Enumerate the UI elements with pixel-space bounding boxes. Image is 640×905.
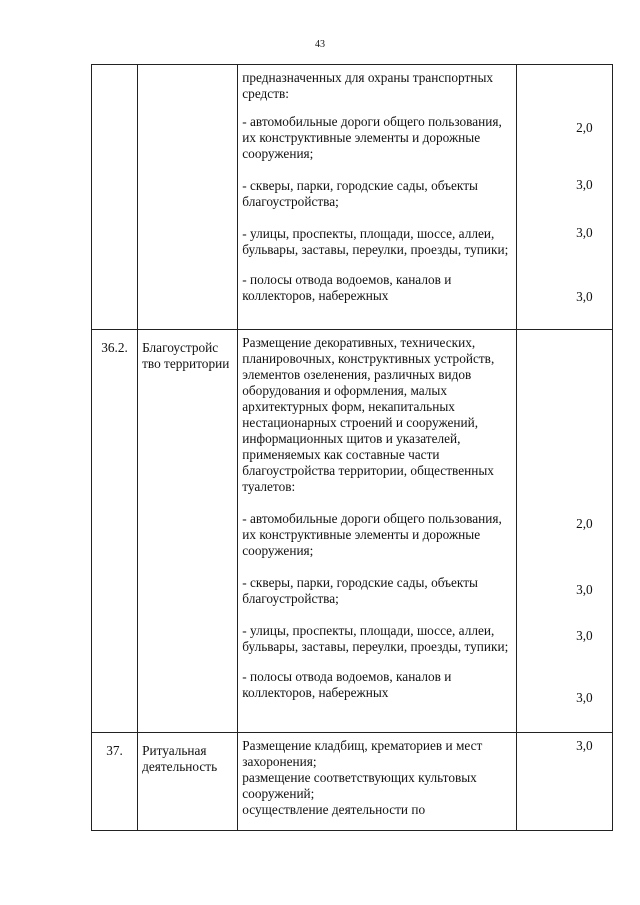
value: 2,0 bbox=[576, 120, 593, 135]
row-number: 37. bbox=[92, 733, 138, 831]
description-cell bbox=[238, 330, 517, 733]
value: 3,0 bbox=[576, 738, 593, 753]
description-line: Размещение кладбищ, крематориев и мест захоронения; bbox=[242, 738, 483, 769]
description-cell bbox=[238, 65, 517, 330]
description-item: - полосы отвода водоемов, каналов и коллекторов, набережных bbox=[242, 669, 452, 700]
value-cell bbox=[516, 65, 612, 330]
table-row bbox=[92, 330, 613, 733]
land-use-table bbox=[91, 64, 613, 831]
table-row bbox=[92, 65, 613, 330]
value-cell bbox=[516, 733, 612, 831]
description-cell bbox=[238, 733, 517, 831]
description-item: - автомобильные дороги общего пользования, их конструктивные элементы и дорожные сооружения; bbox=[242, 511, 502, 558]
description-item: - полосы отвода водоемов, каналов и коллекторов, набережных bbox=[242, 272, 452, 303]
description-item: - улицы, проспекты, площади, шоссе, аллеи, бульвары, заставы, переулки, проезды, тупики; bbox=[242, 623, 509, 654]
description-intro: Размещение декоративных, технических, планировочных, конструктивных устройств, элементов озеленения, различных видов оборудования и оформления, малых архитектурных форм, некапитальных нестационарных строений и сооружений, информационных щитов и указателей, применяемых как составные части благоустройства территории, общественных туалетов: bbox=[242, 335, 495, 494]
description-intro: предназначенных для охраны транспортных средств: bbox=[242, 70, 494, 101]
page-number: 43 bbox=[315, 39, 325, 50]
row-number: 36.2. bbox=[92, 330, 138, 733]
row-number bbox=[92, 65, 138, 330]
value: 3,0 bbox=[576, 225, 593, 240]
value-cell bbox=[516, 330, 612, 733]
activity-name bbox=[138, 65, 238, 330]
value: 3,0 bbox=[576, 177, 593, 192]
description-item: - автомобильные дороги общего пользования, их конструктивные элементы и дорожные сооружения; bbox=[242, 114, 502, 161]
activity-name: Благоустройс тво территории bbox=[138, 330, 238, 733]
table-row bbox=[92, 733, 613, 831]
value: 3,0 bbox=[576, 582, 593, 597]
description-line: осуществление деятельности по bbox=[242, 802, 426, 817]
description-item: - скверы, парки, городские сады, объекты благоустройства; bbox=[242, 575, 478, 606]
description-line: размещение соответствующих культовых сооружений; bbox=[242, 770, 477, 801]
description-item: - улицы, проспекты, площади, шоссе, аллеи, бульвары, заставы, переулки, проезды, тупики; bbox=[242, 226, 509, 257]
value: 2,0 bbox=[576, 516, 593, 531]
value: 3,0 bbox=[576, 628, 593, 643]
value: 3,0 bbox=[576, 289, 593, 304]
description-item: - скверы, парки, городские сады, объекты благоустройства; bbox=[242, 178, 478, 209]
activity-name: Ритуальная деятельность bbox=[138, 733, 238, 831]
value: 3,0 bbox=[576, 690, 593, 705]
